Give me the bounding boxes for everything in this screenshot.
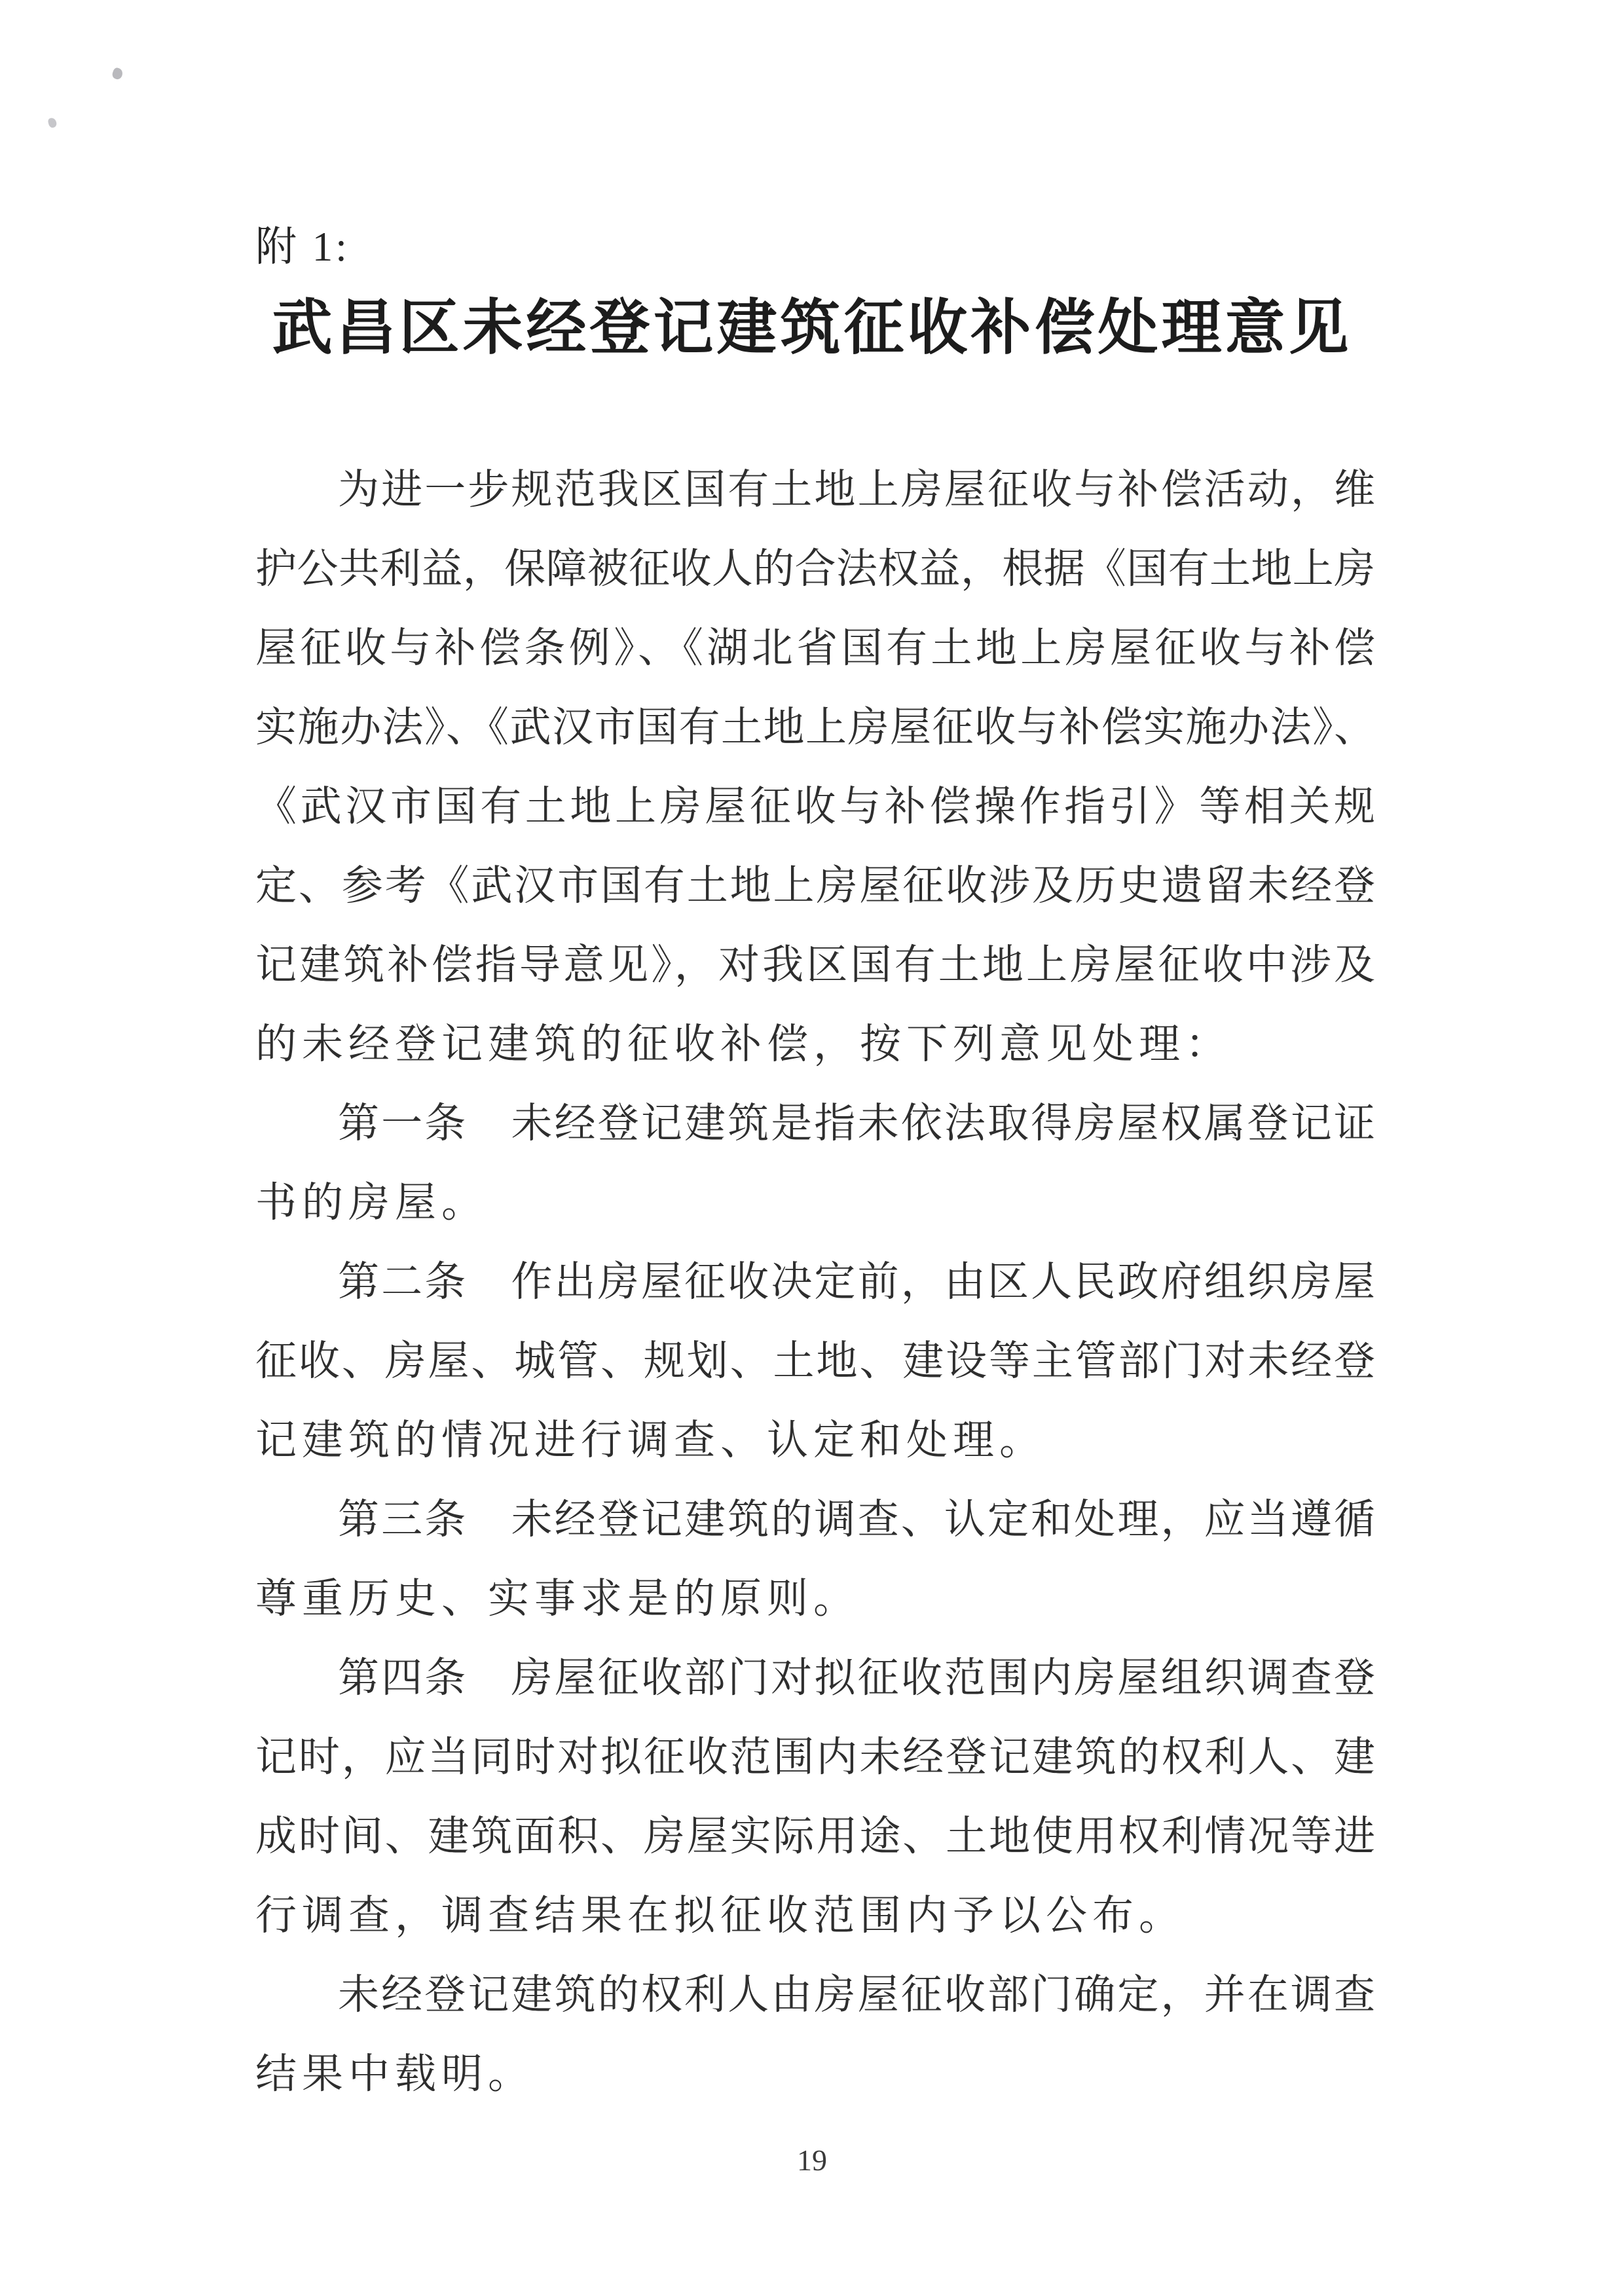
document-body: [255, 450, 1375, 2114]
body-line: 成时间、建筑面积、房屋实际用途、土地使用权利情况等进: [255, 1813, 1375, 1859]
body-line: 《武汉市国有土地上房屋征收与补偿操作指引》等相关规: [255, 784, 1375, 829]
document-title: 武昌区未经登记建筑征收补偿处理意见: [272, 295, 1352, 361]
body-line: 结果中载明。: [255, 2051, 534, 2097]
body-line: 记建筑补偿指导意见》，对我区国有土地上房屋征收中涉及: [255, 942, 1375, 988]
body-line: 未经登记建筑的权利人由房屋征收部门确定，并在调查: [338, 1972, 1375, 2018]
body-line: 行调查，调查结果在拟征收范围内予以公布。: [255, 1893, 1185, 1939]
body-line: 第二条 作出房屋征收决定前，由区人民政府组织房屋: [338, 1259, 1375, 1305]
body-line: 第三条 未经登记建筑的调查、认定和处理，应当遵循: [338, 1497, 1375, 1542]
body-line: 定、参考《武汉市国有土地上房屋征收涉及历史遗留未经登: [255, 863, 1375, 909]
body-line: 的未经登记建筑的征收补偿，按下列意见处理：: [255, 1021, 1232, 1067]
body-line: 屋征收与补偿条例》、《湖北省国有土地上房屋征收与补偿: [255, 625, 1375, 671]
body-line: 护公共利益，保障被征收人的合法权益，根据《国有土地上房: [255, 546, 1375, 592]
body-line: 书的房屋。: [255, 1180, 488, 1226]
scan-speck: [111, 67, 124, 81]
body-line: 记建筑的情况进行调查、认定和处理。: [255, 1417, 1046, 1463]
attachment-label: 附 1:: [255, 224, 350, 270]
body-line: 第一条 未经登记建筑是指未依法取得房屋权属登记证: [338, 1101, 1375, 1146]
scan-speck: [47, 117, 57, 129]
body-line: 为进一步规范我区国有土地上房屋征收与补偿活动，维: [338, 467, 1375, 513]
body-line: 记时，应当同时对拟征收范围内未经登记建筑的权利人、建: [255, 1734, 1375, 1780]
body-line: 实施办法》、《武汉市国有土地上房屋征收与补偿实施办法》、: [255, 704, 1375, 750]
page-number: 19: [797, 2143, 827, 2177]
body-line: 征收、房屋、城管、规划、土地、建设等主管部门对未经登: [255, 1338, 1375, 1384]
body-line: 第四条 房屋征收部门对拟征收范围内房屋组织调查登: [338, 1655, 1375, 1701]
body-line: 尊重历史、实事求是的原则。: [255, 1576, 860, 1622]
